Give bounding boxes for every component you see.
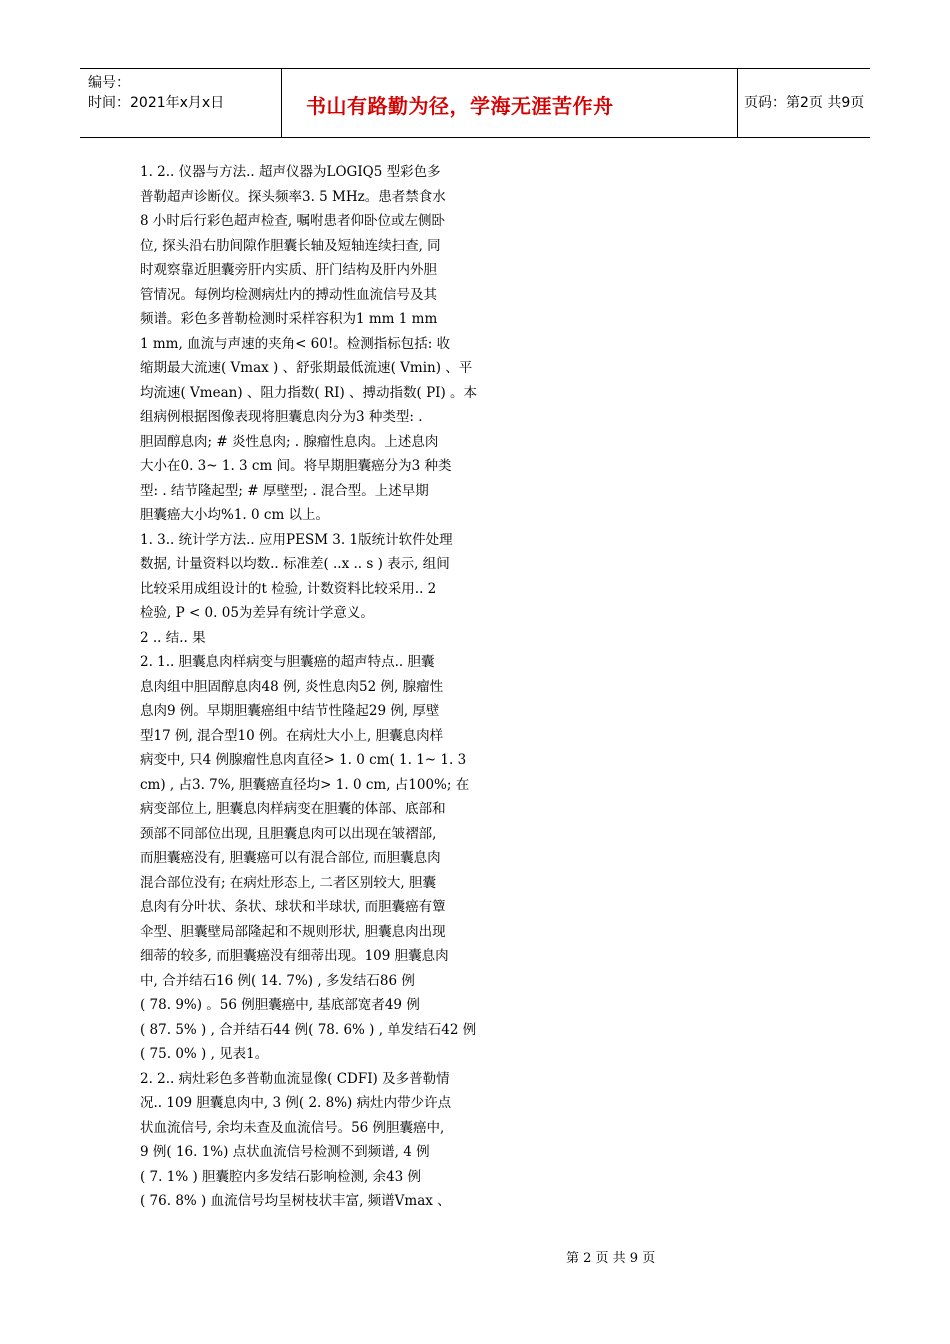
body-line: 普勒超声诊断仪。探头频率3. 5 MHz。患者禁食水 (140, 188, 446, 205)
body-line: 均流速( Vmean) 、阻力指数( RI) 、搏动指数( PI) 。本 (140, 384, 478, 401)
body-line: 而胆囊癌没有, 胆囊癌可以有混合部位, 而胆囊息肉 (140, 850, 441, 866)
body-line: 频谱。彩色多普勒检测时采样容积为1 mm 1 mm (140, 311, 438, 327)
body-line: 胆囊癌大小均%1. 0 cm 以上。 (140, 507, 330, 523)
document-body (140, 160, 600, 1214)
body-line: 1 mm, 血流与声速的夹角< 60!。检测指标包括: 收 (140, 335, 451, 352)
body-line: 息肉组中胆固醇息肉48 例, 炎性息肉52 例, 腺瘤性 (140, 678, 444, 695)
body-line: 位, 探头沿右肋间隙作胆囊长轴及短轴连续扫查, 同 (140, 237, 441, 254)
header-motto: 书山有路勤为径，学海无涯苦作舟 (306, 94, 614, 118)
body-line: 型: . 结节隆起型; # 厚壁型; . 混合型。上述早期 (140, 482, 429, 499)
body-line: ( 78. 9%) 。56 例胆囊癌中, 基底部宽者49 例 (140, 997, 420, 1013)
body-line: 时观察靠近胆囊旁肝内实质、肝门结构及肝内外胆 (140, 262, 437, 278)
body-line: 2. 1.. 胆囊息肉样病变与胆囊癌的超声特点.. 胆囊 (140, 654, 435, 670)
body-line: 型17 例, 混合型10 例。在病灶大小上, 胆囊息肉样 (140, 727, 444, 744)
body-line: 管情况。每例均检测病灶内的搏动性血流信号及其 (140, 286, 437, 303)
body-line: ( 87. 5% ) , 合并结石44 例( 78. 6% ) , 单发结石42 例 (140, 1021, 477, 1038)
body-line: ( 76. 8% ) 血流信号均呈树枝状丰富, 频谱Vmax 、 (140, 1193, 451, 1209)
body-line: 颈部不同部位出现, 且胆囊息肉可以出现在皱褶部, (140, 825, 437, 842)
body-line: 病变部位上, 胆囊息肉样病变在胆囊的体部、底部和 (140, 801, 446, 817)
body-line: 伞型、胆囊壁局部隆起和不规则形状, 胆囊息肉出现 (140, 923, 446, 940)
body-line: 1. 3.. 统计学方法.. 应用PESM 3. 1版统计软件处理 (140, 531, 453, 548)
body-line: 1. 2.. 仪器与方法.. 超声仪器为LOGIQ5 型彩色多 (140, 164, 441, 180)
body-line: 比较采用成组设计的t 检验, 计数资料比较采用.. 2 (140, 580, 437, 597)
body-line: ( 7. 1% ) 胆囊腔内多发结石影响检测, 余43 例 (140, 1168, 422, 1185)
header-page-number: 页码：第2页 共9页 (744, 95, 865, 111)
body-line: 况.. 109 胆囊息肉中, 3 例( 2. 8%) 病灶内带少许点 (140, 1095, 452, 1111)
body-line: 细蒂的较多, 而胆囊癌没有细蒂出现。109 胆囊息肉 (140, 948, 449, 964)
body-line: 数据, 计量资料以均数.. 标准差( ..x .. s ) 表示, 组间 (140, 556, 450, 572)
body-line: 2. 2.. 病灶彩色多普勒血流显像( CDFI) 及多普勒情 (140, 1070, 450, 1087)
body-line: 组病例根据图像表现将胆囊息肉分为3 种类型: . (140, 409, 423, 425)
body-line: 中, 合并结石16 例( 14. 7%) , 多发结石86 例 (140, 972, 415, 989)
body-line: 息肉9 例。早期胆囊癌组中结节性隆起29 例, 厚壁 (140, 703, 440, 719)
body-line: 大小在0. 3~ 1. 3 cm 间。将早期胆囊癌分为3 种类 (140, 458, 452, 474)
document-number-label: 编号： (88, 75, 130, 91)
header-motto-cell (282, 69, 738, 137)
body-line: cm) , 占3. 7%, 胆囊癌直径均> 1. 0 cm, 占100%; 在 (140, 776, 470, 793)
body-line: 状血流信号, 余均未查及血流信号。56 例胆囊癌中, (140, 1119, 445, 1136)
body-line: 2 .. 结.. 果 (140, 629, 206, 646)
body-line: 息肉有分叶状、条状、球状和半球状, 而胆囊癌有簟 (140, 899, 446, 915)
body-line: 缩期最大流速( Vmax ) 、舒张期最低流速( Vmin) 、平 (140, 360, 473, 376)
body-line: 9 例( 16. 1%) 点状血流信号检测不到频谱, 4 例 (140, 1144, 430, 1160)
body-line: 胆固醇息肉; # 炎性息肉; . 腺瘤性息肉。上述息肉 (140, 433, 439, 450)
page-footer: 第 2 页 共 9 页 (566, 1251, 656, 1266)
body-line: 混合部位没有; 在病灶形态上, 二者区别较大, 胆囊 (140, 874, 437, 891)
page-header (80, 68, 870, 138)
body-line: 检验, P < 0. 05为差异有统计学意义。 (140, 605, 374, 621)
header-meta (80, 69, 282, 137)
document-date-label: 时间：2021年x月x日 (88, 95, 225, 111)
body-line: 8 小时后行彩色超声检查, 嘱咐患者仰卧位或左侧卧 (140, 213, 445, 229)
body-line: ( 75. 0% ) , 见表1。 (140, 1046, 269, 1062)
body-line: 病变中, 只4 例腺瘤性息肉直径> 1. 0 cm( 1. 1~ 1. 3 (140, 752, 467, 768)
